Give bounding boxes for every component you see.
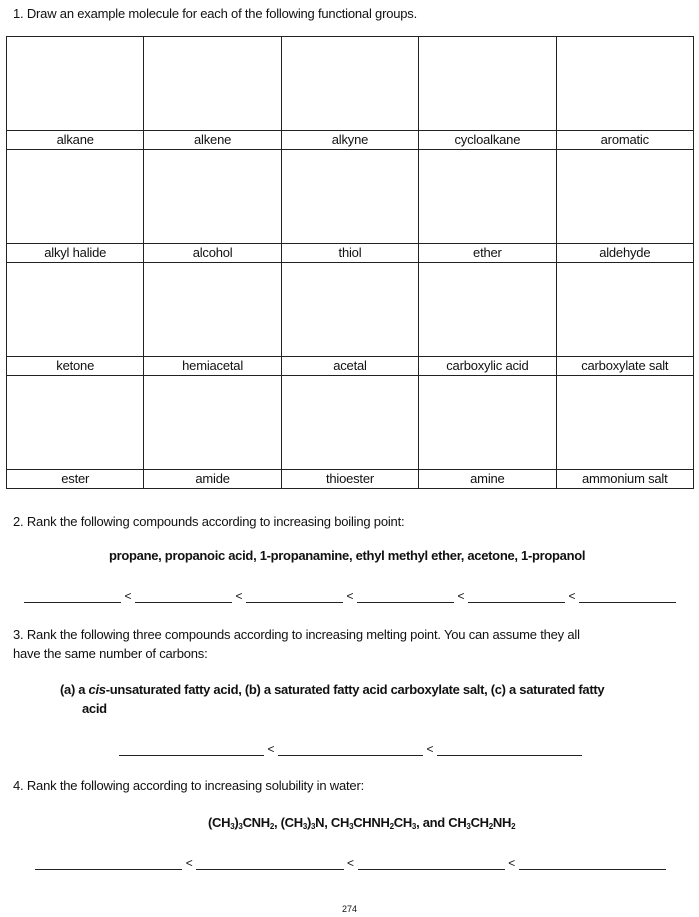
question-3-prompt-line2: have the same number of carbons: [13, 646, 208, 661]
question-4-formulas [208, 815, 515, 831]
functional-group-label: alkane [7, 131, 144, 150]
answer-blank[interactable] [437, 741, 582, 756]
drawing-box[interactable] [556, 150, 693, 244]
less-than-sign: < [185, 856, 193, 870]
drawing-box[interactable] [281, 263, 418, 357]
functional-group-label: aldehyde [556, 244, 693, 263]
less-than-sign: < [568, 589, 576, 603]
question-3-options [60, 682, 604, 697]
cis-italic: cis [88, 682, 106, 697]
functional-group-label: alkyl halide [7, 244, 144, 263]
answer-blank[interactable] [35, 855, 182, 870]
drawing-box[interactable] [419, 37, 556, 131]
formula-text: , and CH [416, 815, 467, 830]
formula-text: CH [470, 815, 489, 830]
formula-subscript: 3 [230, 822, 235, 831]
formula-text: CNH [242, 815, 270, 830]
answer-blank[interactable] [196, 855, 343, 870]
functional-group-label: cycloalkane [419, 131, 556, 150]
formula-text: CHNH [353, 815, 390, 830]
drawing-box[interactable] [7, 376, 144, 470]
formula-subscript: 3 [311, 822, 316, 831]
drawing-box[interactable] [144, 37, 281, 131]
question-4-prompt: 4. Rank the following according to increasing solubility in water: [13, 778, 364, 793]
question-4-answer-blanks [35, 855, 666, 870]
answer-blank[interactable] [278, 741, 423, 756]
drawing-box[interactable] [7, 263, 144, 357]
less-than-sign: < [457, 589, 465, 603]
question-3-options-cont: acid [82, 701, 107, 716]
answer-blank[interactable] [135, 588, 232, 603]
formula-text: N, CH [315, 815, 350, 830]
formula-subscript: 2 [269, 822, 274, 831]
drawing-box[interactable] [556, 376, 693, 470]
less-than-sign: < [124, 589, 132, 603]
drawing-box[interactable] [281, 37, 418, 131]
drawing-box[interactable] [419, 150, 556, 244]
formula-text: ) [306, 815, 312, 830]
formula-subscript: 2 [488, 822, 493, 831]
functional-group-label: carboxylic acid [419, 357, 556, 376]
formula-subscript: 3 [466, 822, 471, 831]
functional-group-label: ammonium salt [556, 470, 693, 489]
functional-group-label: acetal [281, 357, 418, 376]
formula-subscript: 2 [389, 822, 394, 831]
functional-group-label: amine [419, 470, 556, 489]
functional-groups-table [6, 36, 694, 489]
formula-text: (CH [208, 815, 231, 830]
formula-subscript: 3 [238, 822, 243, 831]
page-number: 274 [342, 904, 358, 914]
drawing-box[interactable] [144, 263, 281, 357]
question-2-compounds: propane, propanoic acid, 1-propanamine, ethyl methyl ether, acetone, 1-propanol [109, 548, 586, 563]
less-than-sign: < [346, 589, 354, 603]
question-1-prompt: 1. Draw an example molecule for each of the following functional groups. [13, 6, 417, 21]
formula-subscript: 2 [511, 822, 516, 831]
functional-group-label: ketone [7, 357, 144, 376]
answer-blank[interactable] [357, 588, 454, 603]
formula-text: CH [393, 815, 412, 830]
functional-group-label: alkene [144, 131, 281, 150]
formula-text: ) [234, 815, 239, 830]
option-a-prefix: (a) a [60, 682, 89, 697]
formula-text: NH [492, 815, 512, 830]
drawing-box[interactable] [281, 376, 418, 470]
less-than-sign: < [346, 856, 354, 870]
functional-group-label: thioester [281, 470, 418, 489]
drawing-box[interactable] [281, 150, 418, 244]
drawing-box[interactable] [556, 37, 693, 131]
functional-group-label: carboxylate salt [556, 357, 693, 376]
functional-group-label: ester [7, 470, 144, 489]
functional-group-label: aromatic [556, 131, 693, 150]
options-text: -unsaturated fatty acid, (b) a saturated fatty acid carboxylate salt, (c) a saturated fatty [105, 682, 605, 697]
drawing-box[interactable] [556, 263, 693, 357]
less-than-sign: < [426, 742, 434, 756]
functional-group-label: amide [144, 470, 281, 489]
drawing-box[interactable] [419, 263, 556, 357]
question-3-prompt-line1: 3. Rank the following three compounds according to increasing melting point. You can assume they all [13, 627, 580, 642]
answer-blank[interactable] [119, 741, 264, 756]
answer-blank[interactable] [468, 588, 565, 603]
less-than-sign: < [267, 742, 275, 756]
answer-blank[interactable] [246, 588, 343, 603]
formula-text: , (CH [273, 815, 303, 830]
answer-blank[interactable] [519, 855, 666, 870]
functional-group-label: alkyne [281, 131, 418, 150]
answer-blank[interactable] [24, 588, 121, 603]
answer-blank[interactable] [358, 855, 505, 870]
functional-group-label: thiol [281, 244, 418, 263]
answer-blank[interactable] [579, 588, 676, 603]
formula-subscript: 3 [302, 822, 307, 831]
drawing-box[interactable] [144, 150, 281, 244]
functional-group-label: hemiacetal [144, 357, 281, 376]
formula-subscript: 3 [411, 822, 417, 831]
drawing-box[interactable] [144, 376, 281, 470]
question-2-prompt: 2. Rank the following compounds according to increasing boiling point: [13, 514, 405, 529]
functional-group-label: alcohol [144, 244, 281, 263]
drawing-box[interactable] [7, 37, 144, 131]
question-2-answer-blanks [24, 588, 676, 603]
formula-subscript: 3 [349, 822, 354, 831]
question-3-answer-blanks [119, 741, 582, 756]
drawing-box[interactable] [7, 150, 144, 244]
less-than-sign: < [508, 856, 516, 870]
less-than-sign: < [235, 589, 243, 603]
drawing-box[interactable] [419, 376, 556, 470]
functional-group-label: ether [419, 244, 556, 263]
